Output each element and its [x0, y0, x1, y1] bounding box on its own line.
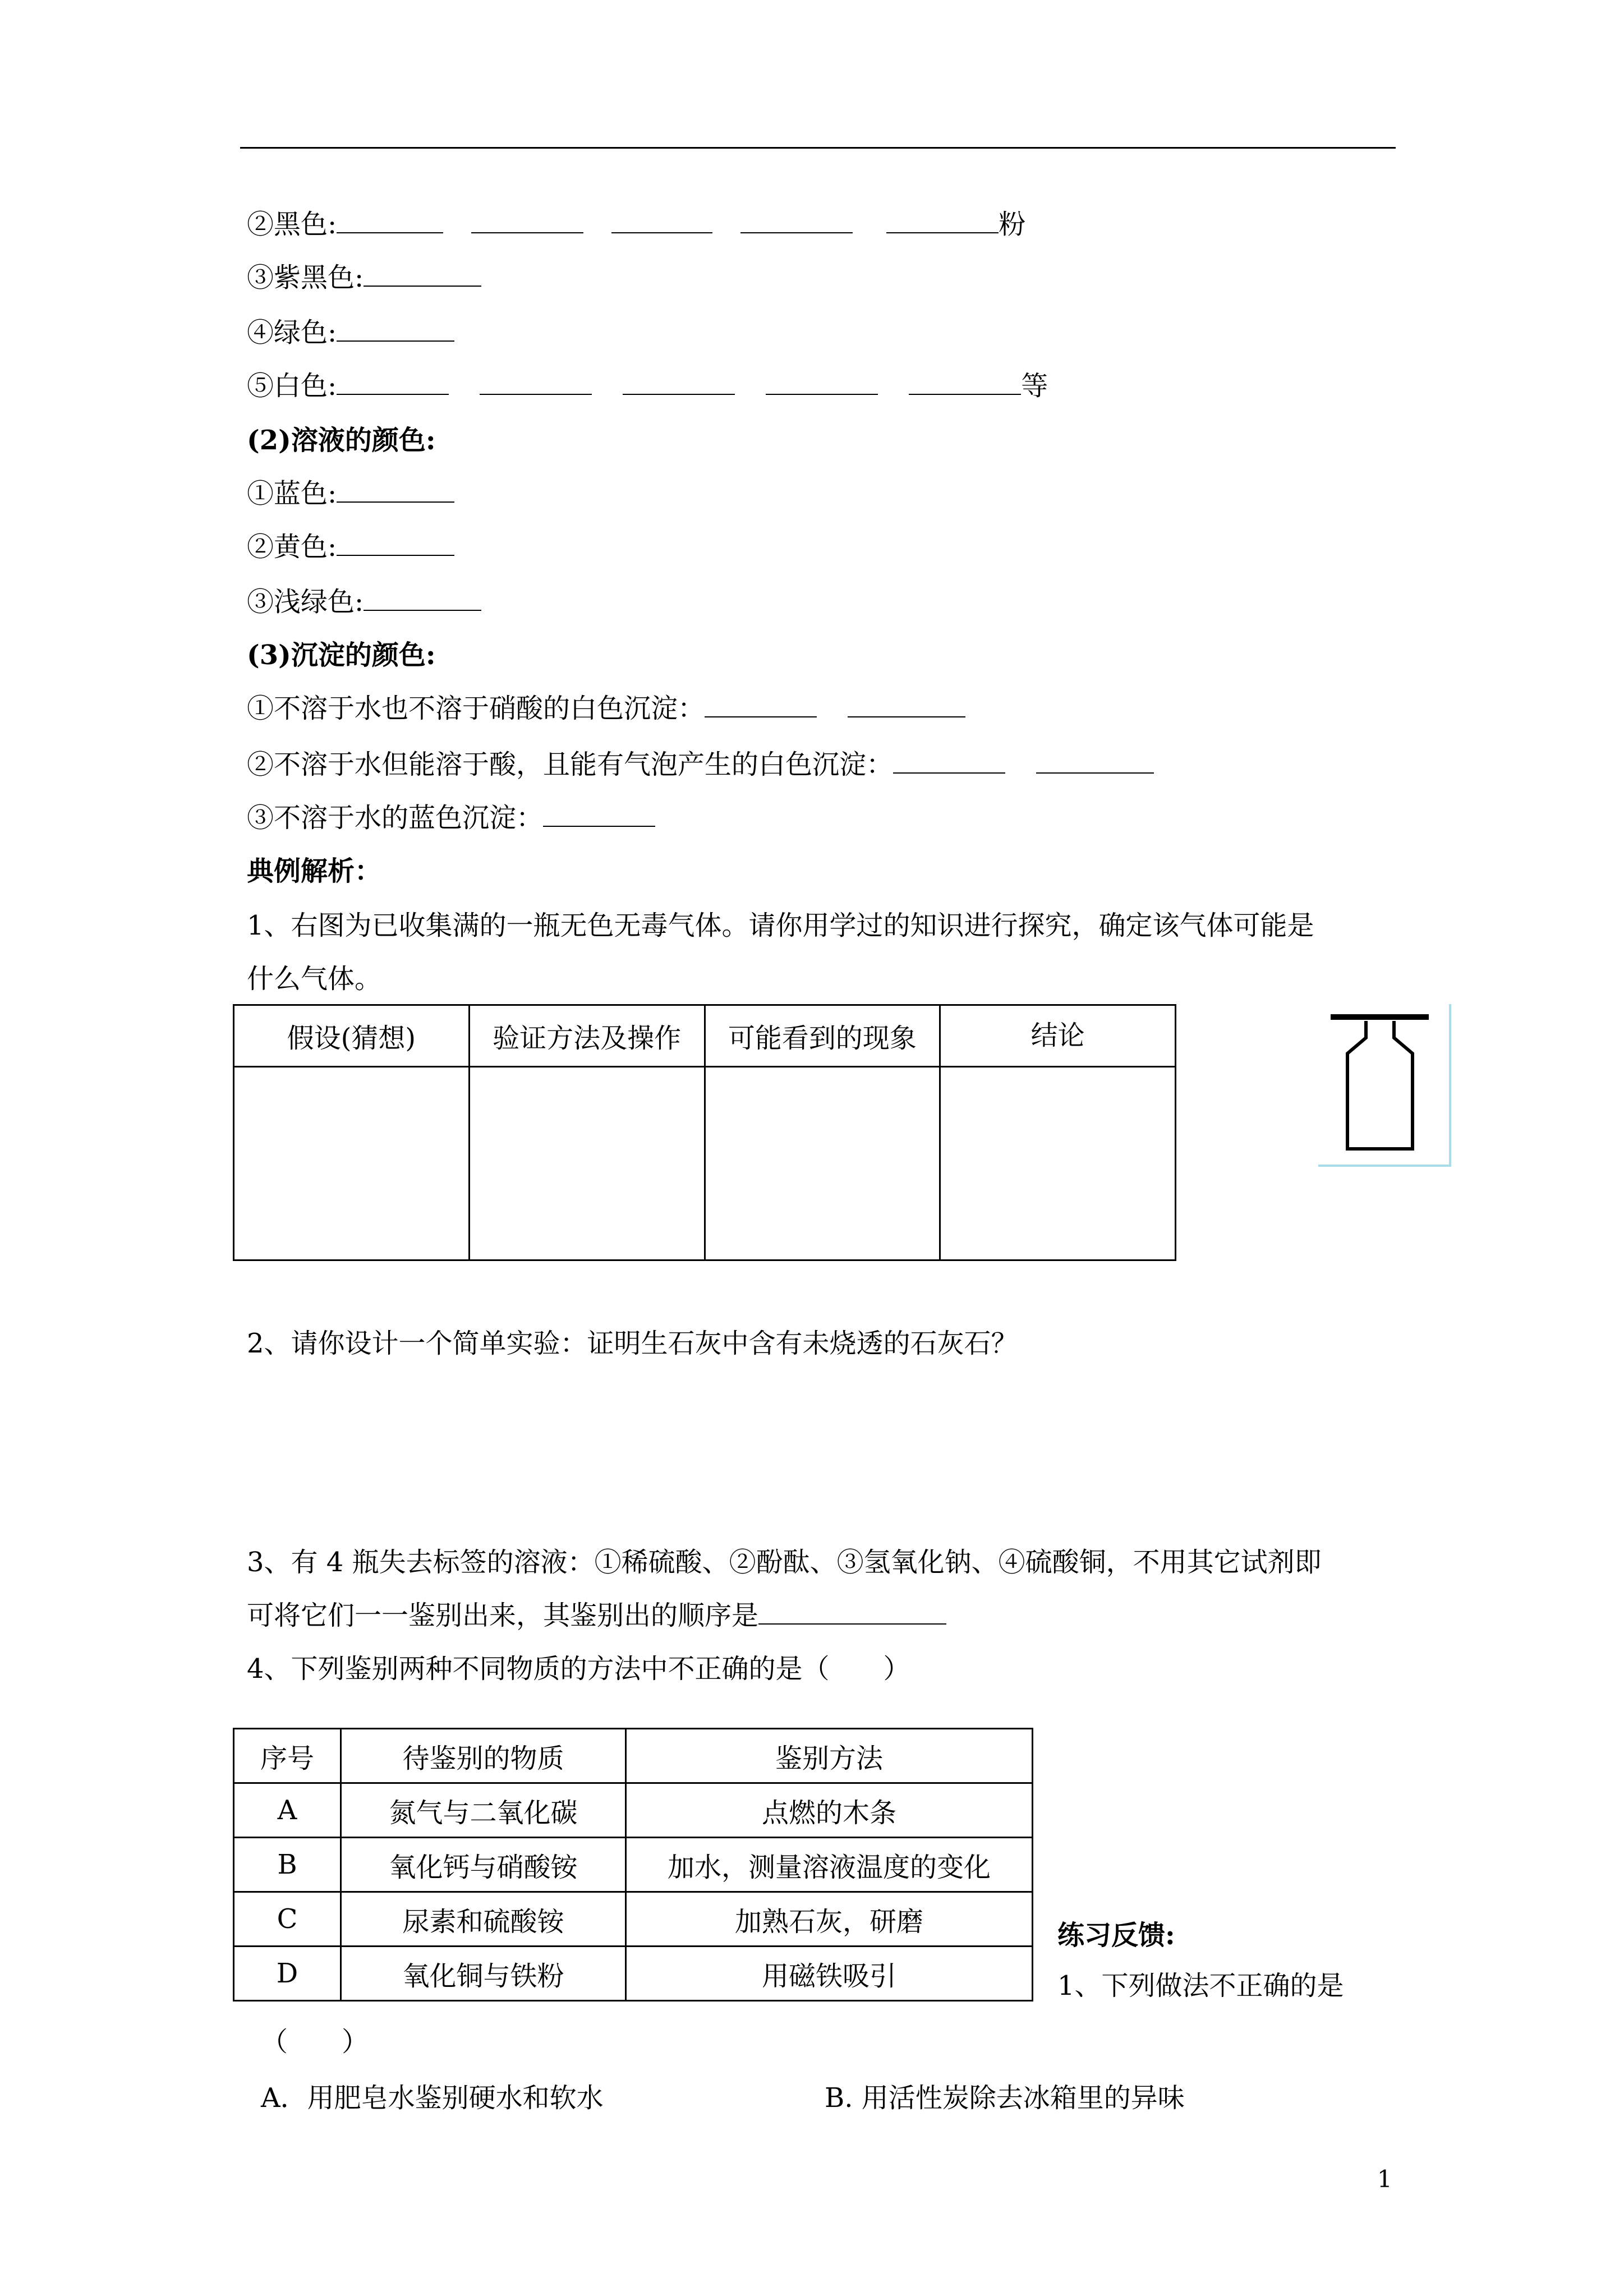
- bottle-outline: [1347, 1021, 1413, 1149]
- table-cell: D: [234, 1947, 341, 2001]
- item-label: ②不溶于水但能溶于酸，且能有气泡产生的白色沉淀：: [247, 749, 894, 780]
- examples-heading: 典例解析：: [247, 855, 382, 887]
- blue-precipitate-line: [247, 801, 655, 835]
- item-label: ①不溶于水也不溶于硝酸的白色沉淀：: [247, 693, 705, 724]
- header-cell-method: 验证方法及操作: [469, 1005, 705, 1067]
- identification-table: [233, 1728, 1033, 2001]
- header-cell-index: 序号: [234, 1729, 341, 1783]
- header-cell-substances: 待鉴别的物质: [341, 1729, 626, 1783]
- table-cell: C: [234, 1892, 341, 1947]
- item-label: ④绿色:: [247, 317, 337, 348]
- table-cell: [705, 1067, 940, 1260]
- table-cell: 加熟石灰，研磨: [626, 1892, 1033, 1947]
- question-4: 4、下列鉴别两种不同物质的方法中不正确的是（ ）: [247, 1653, 910, 1685]
- item-label: 可将它们一一鉴别出来，其鉴别出的顺序是: [247, 1600, 759, 1631]
- purple-black-color-line: [247, 261, 481, 295]
- white-precipitate-acid-insoluble-line: [247, 692, 965, 725]
- option-b: B. 用活性炭除去冰箱里的异味: [825, 2082, 1185, 2114]
- table-cell: 氧化铜与铁粉: [341, 1947, 626, 2001]
- page-number: 1: [1377, 2165, 1392, 2193]
- table-cell: 氧化钙与硝酸铵: [341, 1838, 626, 1892]
- table-row: [234, 1067, 1176, 1260]
- header-cell-hypothesis: 假设(猜想): [234, 1005, 470, 1067]
- hypothesis-table: [233, 1004, 1176, 1261]
- table-cell: A: [234, 1783, 341, 1838]
- item-label: ③不溶于水的蓝色沉淀：: [247, 802, 544, 834]
- item-label: ②黄色:: [247, 531, 337, 563]
- green-color-line: [247, 316, 454, 349]
- light-green-solution-line: [247, 585, 481, 619]
- table-cell: [940, 1067, 1176, 1260]
- table-cell: 加水，测量溶液温度的变化: [626, 1838, 1033, 1892]
- item-label: ⑤白色:: [247, 370, 337, 402]
- black-color-line: [247, 208, 1025, 241]
- table-cell: [469, 1067, 705, 1260]
- table-cell: 用磁铁吸引: [626, 1947, 1033, 2001]
- table-row: [234, 1838, 1033, 1892]
- white-precipitate-acid-soluble-line: [247, 748, 1154, 781]
- table-cell: B: [234, 1838, 341, 1892]
- practice-question-1-line-2: （ ）: [261, 2026, 369, 2058]
- solution-color-heading: (2)溶液的颜色:: [247, 425, 436, 456]
- blue-solution-line: [247, 477, 454, 510]
- practice-question-1-line-1: 1、下列做法不正确的是: [1057, 1970, 1344, 2001]
- header-cell-conclusion: 结论: [940, 1005, 1176, 1067]
- table-header-row: [234, 1005, 1176, 1067]
- item-label: ②黑色:: [247, 209, 337, 240]
- table-header-row: [234, 1729, 1033, 1783]
- table-cell: [234, 1067, 470, 1260]
- gas-bottle-illustration: [1318, 1004, 1453, 1167]
- header-cell-method: 鉴别方法: [626, 1729, 1033, 1783]
- question-3-line-2: [247, 1599, 946, 1632]
- bottle-glass-plate: [1331, 1014, 1429, 1020]
- item-label: ③浅绿色:: [247, 586, 364, 618]
- question-3-line-1: 3、有 4 瓶失去标签的溶液：①稀硫酸、②酚酞、③氢氧化钠、④硫酸铜，不用其它试剂即: [247, 1547, 1322, 1578]
- question-1-line-2: 什么气体。: [247, 963, 382, 995]
- item-label: ①蓝色:: [247, 478, 337, 509]
- table-cell: 氮气与二氧化碳: [341, 1783, 626, 1838]
- header-rule: [240, 147, 1396, 149]
- question-2: 2、请你设计一个简单实验：证明生石灰中含有未烧透的石灰石？: [247, 1328, 1018, 1359]
- item-suffix: 粉: [999, 209, 1026, 240]
- table-cell: 尿素和硫酸铵: [341, 1892, 626, 1947]
- question-1-line-1: 1、右图为已收集满的一瓶无色无毒气体。请你用学过的知识进行探究，确定该气体可能是: [247, 910, 1314, 941]
- table-cell: 点燃的木条: [626, 1783, 1033, 1838]
- yellow-solution-line: [247, 530, 454, 564]
- practice-heading: 练习反馈:: [1057, 1920, 1175, 1951]
- item-label: ③紫黑色:: [247, 262, 364, 293]
- table-row: [234, 1947, 1033, 2001]
- item-suffix: 等: [1021, 370, 1048, 402]
- precipitate-color-heading: (3)沉淀的颜色:: [247, 639, 436, 671]
- option-a: A．用肥皂水鉴别硬水和软水: [261, 2082, 604, 2114]
- header-cell-phenomenon: 可能看到的现象: [705, 1005, 940, 1067]
- table-row: [234, 1892, 1033, 1947]
- white-color-line: [247, 369, 1048, 403]
- table-row: [234, 1783, 1033, 1838]
